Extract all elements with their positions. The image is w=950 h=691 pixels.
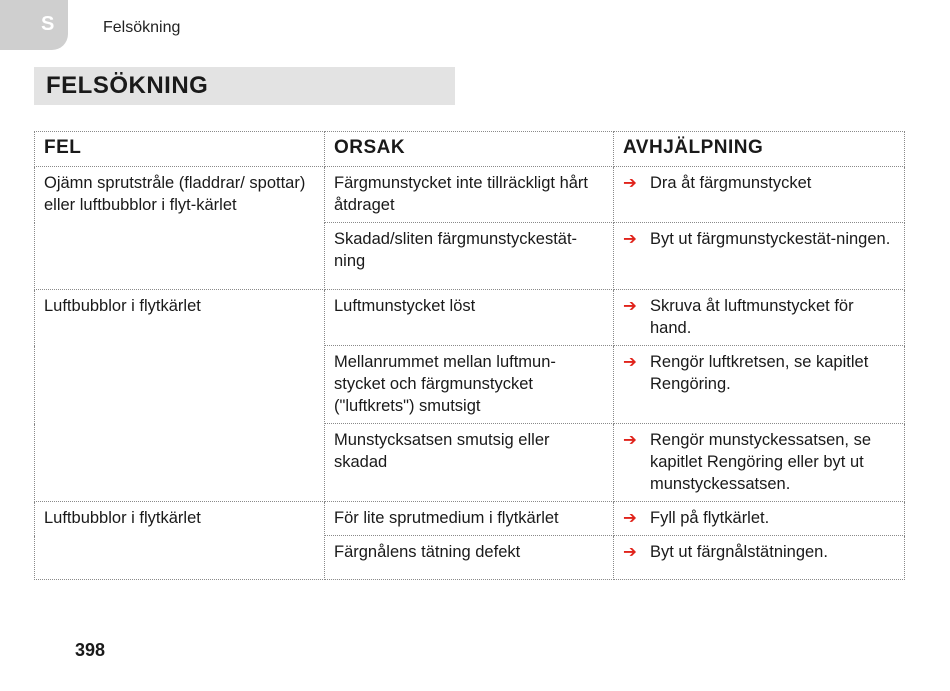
- cause-cell: Färgnålens tätning defekt: [325, 536, 614, 580]
- column-header-fel: FEL: [35, 132, 325, 167]
- remedy-text: Byt ut färgmunstyckestät-ningen.: [650, 230, 891, 248]
- language-tab: [0, 0, 68, 50]
- column-header-orsak: ORSAK: [325, 132, 614, 167]
- cause-cell: Luftmunstycket löst: [325, 290, 614, 346]
- remedy-cell: [614, 290, 905, 346]
- remedy-cell: [614, 346, 905, 424]
- arrow-right-icon: ➔: [623, 174, 637, 192]
- table-row: [35, 167, 905, 223]
- remedy-text: Rengör luftkretsen, se kapitlet Rengöring.: [650, 353, 869, 393]
- arrow-right-icon: ➔: [623, 431, 637, 449]
- arrow-right-icon: ➔: [623, 509, 637, 527]
- arrow-right-icon: ➔: [623, 297, 637, 315]
- table-header-row: [35, 132, 905, 167]
- cause-cell: Färgmunstycket inte tillräckligt hårt åtdraget: [325, 167, 614, 223]
- column-header-avhjalpning: AVHJÄLPNING: [614, 132, 905, 167]
- remedy-cell: [614, 223, 905, 290]
- remedy-text: Fyll på flytkärlet.: [650, 509, 770, 527]
- cause-cell: Mellanrummet mellan luftmun-stycket och färgmunstycket ("luftkrets") smutsigt: [325, 346, 614, 424]
- fault-cell: Luftbubblor i flytkärlet: [35, 290, 325, 502]
- cause-cell: För lite sprutmedium i flytkärlet: [325, 502, 614, 536]
- fault-cell: Ojämn sprutstråle (fladdrar/ spottar) eller luftbubblor i flyt-kärlet: [35, 167, 325, 290]
- page-title: FELSÖKNING: [46, 72, 209, 99]
- arrow-right-icon: ➔: [623, 353, 637, 371]
- remedy-cell: [614, 167, 905, 223]
- remedy-text: Skruva åt luftmunstycket för hand.: [650, 297, 854, 337]
- arrow-right-icon: ➔: [623, 543, 637, 561]
- cause-cell: Skadad/sliten färgmunstyckestät-ning: [325, 223, 614, 290]
- remedy-cell: [614, 536, 905, 580]
- remedy-text: Rengör munstyckessatsen, se kapitlet Rengöring eller byt ut munstyckessatsen.: [650, 431, 872, 493]
- remedy-text: Dra åt färgmunstycket: [650, 174, 812, 192]
- remedy-cell: [614, 424, 905, 502]
- table-row: [35, 290, 905, 346]
- page-number: 398: [75, 640, 106, 660]
- fault-cell: Luftbubblor i flytkärlet: [35, 502, 325, 580]
- running-header: Felsökning: [103, 19, 181, 36]
- table-row: [35, 502, 905, 536]
- troubleshooting-table: [34, 131, 905, 580]
- cause-cell: Munstycksatsen smutsig eller skadad: [325, 424, 614, 502]
- language-tab-label: S: [41, 13, 55, 35]
- remedy-cell: [614, 502, 905, 536]
- remedy-text: Byt ut färgnålstätningen.: [650, 543, 828, 561]
- title-bar: [34, 67, 455, 105]
- arrow-right-icon: ➔: [623, 230, 637, 248]
